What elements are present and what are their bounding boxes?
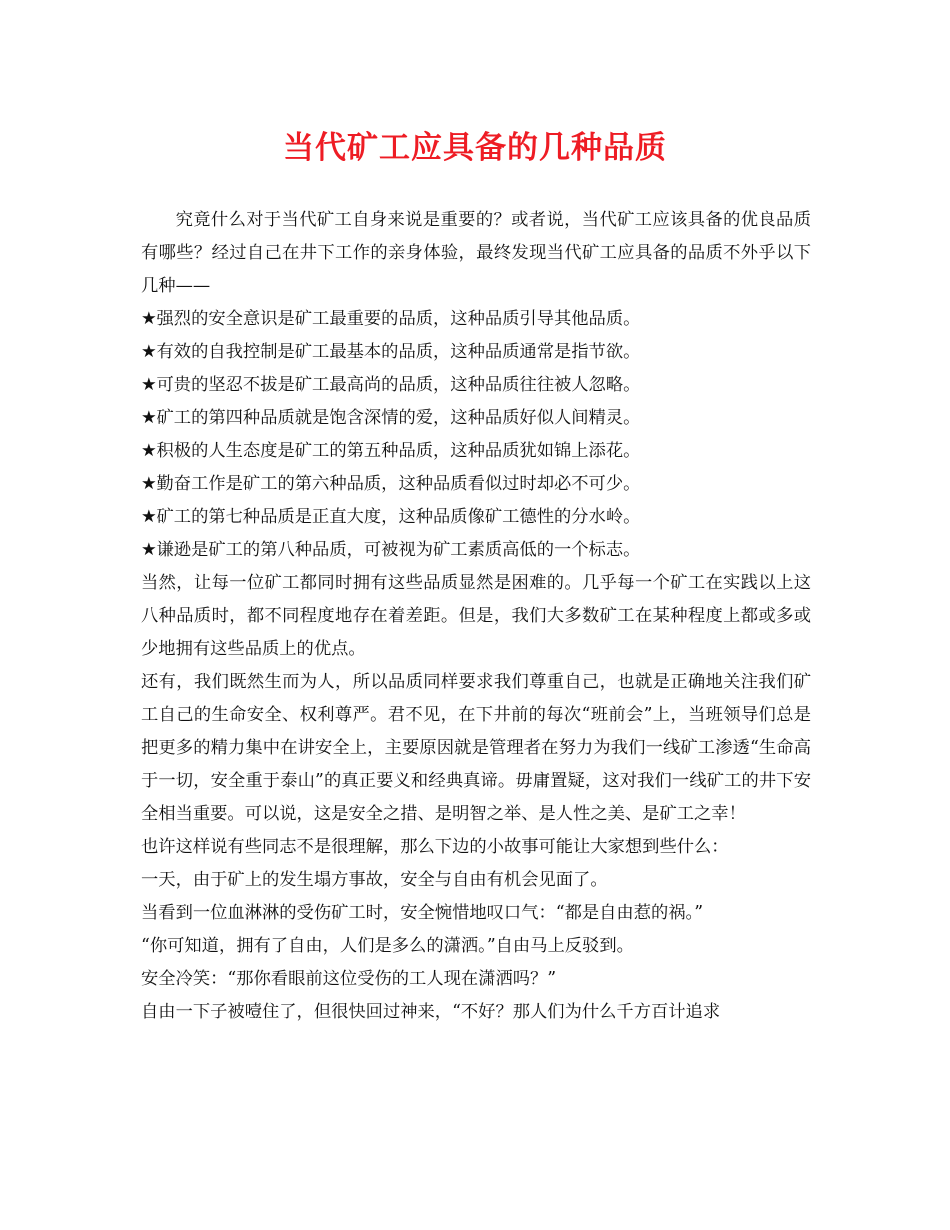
quality-text: 强烈的安全意识是矿工最重要的品质，这种品质引导其他品质。 bbox=[156, 309, 641, 329]
qualities-list bbox=[141, 303, 811, 567]
quality-text: 可贵的坚忍不拔是矿工最高尚的品质，这种品质往往被人忽略。 bbox=[156, 375, 641, 395]
quality-text: 谦逊是矿工的第八种品质，可被视为矿工素质高低的一个标志。 bbox=[156, 540, 641, 560]
quality-text: 矿工的第七种品质是正直大度，这种品质像矿工德性的分水岭。 bbox=[156, 507, 641, 527]
star-icon: ★ bbox=[141, 507, 157, 527]
respect-paragraph: 还有，我们既然生而为人，所以品质同样要求我们尊重自己，也就是正确地关注我们矿工自己的生命安全、权利尊严。君不见，在下井前的每次“班前会”上，当班领导们总是把更多的精力集中在讲安全上，主要原因就是管理者在努力为我们一线矿工渗透“生命高于一切，安全重于泰山”的真正要义和经典真谛。毋庸置疑，这对我们一线矿工的井下安全相当重要。可以说，这是安全之措、是明智之举、是人性之美、是矿工之幸！ bbox=[141, 672, 811, 824]
story-line: 也许这样说有些同志不是很理解，那么下边的小故事可能让大家想到些什么： bbox=[141, 837, 729, 857]
story-section bbox=[141, 831, 811, 1029]
star-icon: ★ bbox=[141, 540, 157, 560]
quality-text: 勤奋工作是矿工的第六种品质，这种品质看似过时却必不可少。 bbox=[156, 474, 641, 494]
star-icon: ★ bbox=[141, 441, 157, 461]
list-item bbox=[141, 468, 811, 501]
intro-paragraph: 究竟什么对于当代矿工自身来说是重要的？或者说，当代矿工应该具备的优良品质有哪些？经过自己在井下工作的亲身体验，最终发现当代矿工应具备的品质不外乎以下几种—— bbox=[141, 210, 811, 296]
list-item bbox=[141, 369, 811, 402]
gap-paragraph: 当然，让每一位矿工都同时拥有这些品质显然是困难的。几乎每一个矿工在实践以上这八种品质时，都不同程度地存在着差距。但是，我们大多数矿工在某种程度上都或多或少地拥有这些品质上的优点。 bbox=[141, 573, 811, 659]
story-line: 自由一下子被噎住了，但很快回过神来，“不好？那人们为什么千方百计追求 bbox=[141, 1002, 721, 1022]
story-line: 安全冷笑：“那你看眼前这位受伤的工人现在潇洒吗？” bbox=[141, 969, 557, 989]
quality-text: 矿工的第四种品质就是饱含深情的爱，这种品质好似人间精灵。 bbox=[156, 408, 641, 428]
quality-text: 有效的自我控制是矿工最基本的品质，这种品质通常是指节欲。 bbox=[156, 342, 641, 362]
list-item bbox=[141, 336, 811, 369]
story-line: “你可知道，拥有了自由，人们是多么的潇洒。”自由马上反驳到。 bbox=[141, 936, 634, 956]
star-icon: ★ bbox=[141, 408, 157, 428]
document-title: 当代矿工应具备的几种品质 bbox=[283, 130, 667, 166]
star-icon: ★ bbox=[141, 342, 157, 362]
story-line: 一天，由于矿上的发生塌方事故，安全与自由有机会见面了。 bbox=[141, 870, 608, 890]
list-item bbox=[141, 534, 811, 567]
list-item bbox=[141, 501, 811, 534]
star-icon: ★ bbox=[141, 309, 157, 329]
story-line: 当看到一位血淋淋的受伤矿工时，安全惋惜地叹口气：“都是自由惹的祸。” bbox=[141, 903, 704, 923]
list-item bbox=[141, 303, 811, 336]
star-icon: ★ bbox=[141, 375, 157, 395]
document-body bbox=[141, 204, 811, 1029]
star-icon: ★ bbox=[141, 474, 157, 494]
quality-text: 积极的人生态度是矿工的第五种品质，这种品质犹如锦上添花。 bbox=[156, 441, 641, 461]
list-item bbox=[141, 402, 811, 435]
list-item bbox=[141, 435, 811, 468]
